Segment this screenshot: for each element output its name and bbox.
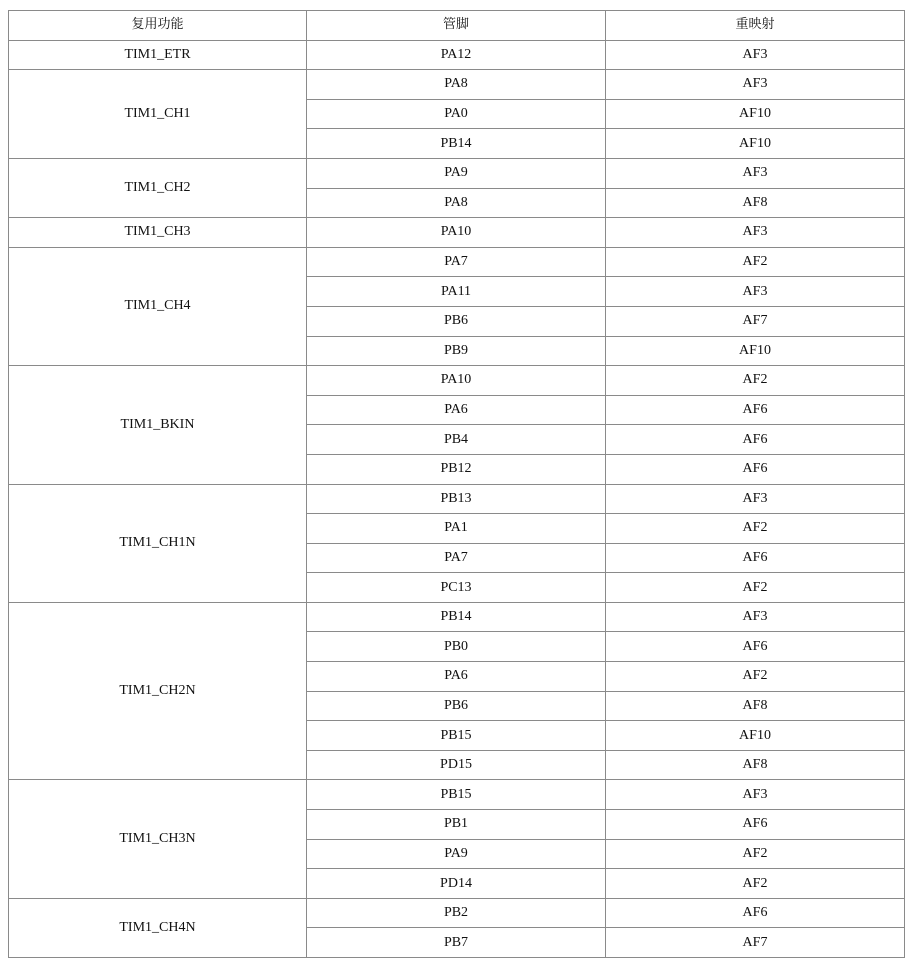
function-cell: TIM1_CH2N [9,602,307,780]
pin-cell: PB14 [307,602,606,632]
pin-cell: PB6 [307,306,606,336]
remap-cell: AF7 [606,928,905,958]
function-cell: TIM1_CH1 [9,70,307,159]
remap-cell: AF10 [606,336,905,366]
table-row [9,40,905,70]
pin-cell: PB7 [307,928,606,958]
pin-cell: PA11 [307,277,606,307]
pin-cell: PA7 [307,543,606,573]
pin-cell: PA6 [307,395,606,425]
pin-cell: PA0 [307,99,606,129]
remap-cell: AF8 [606,750,905,780]
remap-cell: AF2 [606,247,905,277]
pin-cell: PB6 [307,691,606,721]
pin-cell: PA7 [307,247,606,277]
table-row [9,780,905,810]
table-row [9,366,905,396]
remap-cell: AF3 [606,70,905,100]
table-row [9,484,905,514]
remap-cell: AF2 [606,366,905,396]
remap-cell: AF2 [606,869,905,899]
header-row [9,11,905,41]
table-row [9,70,905,100]
function-cell: TIM1_ETR [9,40,307,70]
table-body [9,40,905,957]
pin-cell: PB15 [307,721,606,751]
table-header [9,11,905,41]
remap-cell: AF7 [606,306,905,336]
pin-cell: PA10 [307,366,606,396]
pin-cell: PA8 [307,70,606,100]
pin-cell: PA9 [307,839,606,869]
remap-cell: AF8 [606,691,905,721]
function-cell: TIM1_BKIN [9,366,307,484]
remap-cell: AF6 [606,543,905,573]
remap-cell: AF6 [606,395,905,425]
remap-cell: AF3 [606,40,905,70]
table-row [9,218,905,248]
remap-cell: AF6 [606,898,905,928]
remap-cell: AF2 [606,839,905,869]
pin-cell: PA8 [307,188,606,218]
remap-cell: AF2 [606,514,905,544]
function-cell: TIM1_CH1N [9,484,307,602]
table-row [9,898,905,928]
pin-cell: PA6 [307,662,606,692]
function-cell: TIM1_CH3 [9,218,307,248]
header-function: 复用功能 [9,11,307,41]
function-cell: TIM1_CH2 [9,158,307,217]
remap-cell: AF8 [606,188,905,218]
pin-cell: PA12 [307,40,606,70]
pin-cell: PD15 [307,750,606,780]
function-cell: TIM1_CH4N [9,898,307,957]
pin-cell: PB14 [307,129,606,159]
pin-cell: PD14 [307,869,606,899]
table-row [9,158,905,188]
remap-cell: AF6 [606,632,905,662]
remap-cell: AF3 [606,484,905,514]
function-cell: TIM1_CH4 [9,247,307,365]
header-remap: 重映射 [606,11,905,41]
pin-cell: PB13 [307,484,606,514]
pin-cell: PA10 [307,218,606,248]
pin-cell: PB0 [307,632,606,662]
remap-cell: AF6 [606,810,905,840]
pin-cell: PB15 [307,780,606,810]
remap-cell: AF10 [606,129,905,159]
header-pin: 管脚 [307,11,606,41]
pin-cell: PA9 [307,158,606,188]
remap-cell: AF2 [606,662,905,692]
remap-cell: AF6 [606,454,905,484]
pin-cell: PB12 [307,454,606,484]
remap-cell: AF10 [606,99,905,129]
table-row [9,247,905,277]
remap-cell: AF3 [606,218,905,248]
pin-cell: PB9 [307,336,606,366]
function-cell: TIM1_CH3N [9,780,307,898]
remap-cell: AF3 [606,277,905,307]
remap-cell: AF2 [606,573,905,603]
remap-cell: AF3 [606,780,905,810]
remap-cell: AF10 [606,721,905,751]
remap-table [8,10,905,958]
remap-cell: AF3 [606,602,905,632]
pin-cell: PB2 [307,898,606,928]
pin-cell: PB4 [307,425,606,455]
pin-cell: PB1 [307,810,606,840]
pin-cell: PA1 [307,514,606,544]
table-row [9,602,905,632]
remap-cell: AF6 [606,425,905,455]
remap-cell: AF3 [606,158,905,188]
pin-cell: PC13 [307,573,606,603]
